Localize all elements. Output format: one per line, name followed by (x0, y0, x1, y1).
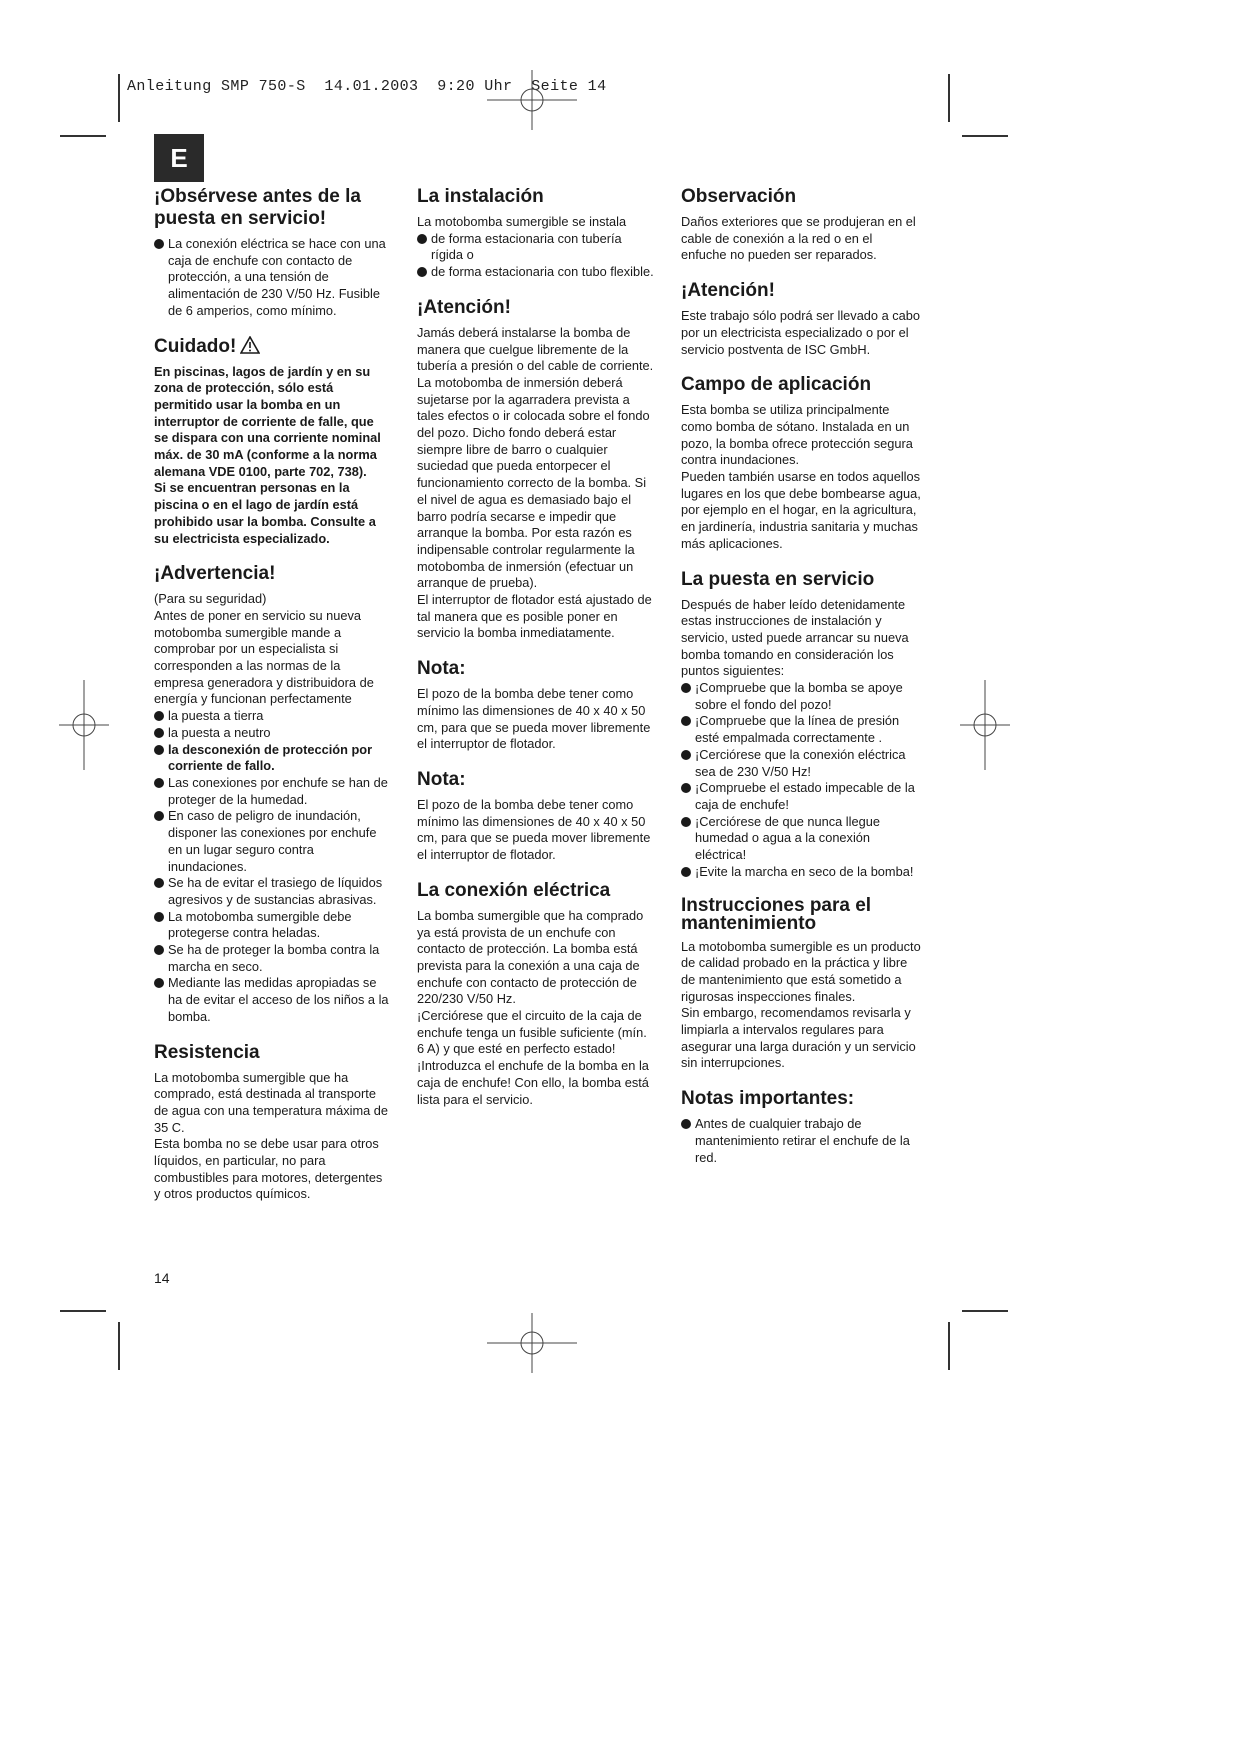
paragraph: La motobomba sumergible que ha comprado, está destinada al transporte de agua con una temperatura máxima de 35 C. (154, 1069, 389, 1135)
paragraph: ¡Cerciórese que el circuito de la caja de enchufe tenga un fusible suficiente (mín. 6 A) y que esté en perfecto estado! (417, 1008, 647, 1057)
registration-mark-icon (960, 680, 1010, 770)
page-number: 14 (154, 1270, 170, 1286)
language-badge: E (154, 134, 204, 182)
list-item-text: Las conexiones por enchufe se han de proteger de la humedad. (168, 774, 388, 807)
bullet-icon (154, 239, 164, 249)
section-important-notes (681, 1088, 921, 1166)
section-maintenance (681, 894, 921, 1073)
warning-triangle-icon (240, 336, 260, 354)
section-title (154, 336, 390, 358)
bullet-icon (154, 945, 164, 955)
list-item-text: ¡Cerciórese que la conexión eléctrica sea de 230 V/50 Hz! (695, 746, 906, 779)
crop-mark (962, 135, 1008, 137)
list-item (154, 875, 390, 908)
paragraph: Antes de poner en servicio su nueva motobomba sumergible mande a comprobar por un especialista si corresponden a las normas de la empresa generadora y distribuidora de energía y funcionan perfectamente (154, 607, 374, 707)
list-item-text: la puesta a tierra (168, 708, 264, 724)
paragraph: Sin embargo, recomendamos revisarla y limpiarla a intervalos regulares para asegurar una larga duración y un servicio sin interrupciones. (681, 1005, 916, 1071)
paragraph: Jamás deberá instalarse la bomba de manera que cuelgue libremente de la tubería a presión o del cable de corriente. La motobomba de inmersión deberá sujetarse por la agarradera prevista a tales efectos o ir colocada sobre el fondo del pozo. Dicho fondo deberá estar siempre libre de barro o cualquier suciedad que pueda entorpecer el funcionamiento correcto de la bomba. Si el nivel de agua es demasiado bajo el barro podría secarse e impedir que arranque la bomba. Por esta razón es indipensable controlar regularmente la motobomba de inmersión (efectuar un arranque de prueba). (417, 324, 654, 591)
column-1 (154, 186, 390, 1219)
bullet-list (417, 231, 657, 281)
section-note (417, 769, 657, 864)
paragraph: El pozo de la bomba debe tener como mínimo las dimensiones de 40 x 40 x 50 cm, para que se pueda mover libremente el interruptor de flotador. (417, 686, 651, 752)
bullet-icon (417, 234, 427, 244)
list-item (154, 725, 390, 742)
section-title: Notas importantes: (681, 1088, 855, 1110)
paragraph: Esta bomba no se debe usar para otros líquidos, en particular, no para combustibles para motores, detergentes y otros productos químicos. (154, 1136, 383, 1202)
section-warning (154, 563, 390, 1025)
registration-mark-icon (59, 680, 109, 770)
registration-mark-icon (487, 70, 577, 130)
list-item-text: ¡Compruebe que la bomba se apoye sobre el fondo del pozo! (695, 680, 903, 712)
section-resistance (154, 1042, 390, 1204)
bullet-icon (681, 683, 691, 693)
section-observation (681, 186, 921, 264)
list-item (154, 909, 390, 942)
list-item-text: ¡Compruebe el estado impecable de la caja de enchufe! (695, 780, 915, 812)
list-item (417, 264, 657, 281)
list-item-text: La conexión eléctrica se hace con una caja de enchufe con contacto de protección, a una tensión de alimentación de 230 V/50 Hz. Fusible de 6 amperios, como mínimo. (168, 236, 386, 318)
crop-mark (948, 74, 950, 122)
bullet-icon (681, 817, 691, 827)
section-electrical-connection (417, 880, 657, 1108)
paragraph: Este trabajo sólo podrá ser llevado a cabo por un electricista especializado o por el servicio postventa de ISC GmbH. (681, 308, 921, 357)
list-item (681, 680, 921, 713)
bullet-icon (681, 716, 691, 726)
list-item (681, 780, 921, 813)
crop-mark (60, 135, 106, 137)
list-item (154, 942, 390, 975)
list-item (417, 231, 657, 264)
paragraph: Después de haber leído detenidamente estas instrucciones de instalación y servicio, usted puede arrancar su nueva bomba tomando en consideración los puntos siguientes: (681, 596, 909, 679)
list-item (681, 864, 921, 881)
paragraph: La bomba sumergible que ha comprado ya está provista de un enchufe con contacto de protección. La bomba está prevista para la conexión a una caja de enchufe con contacto de protección de 220/230 V/50 Hz. (417, 907, 644, 1007)
bullet-list (681, 680, 921, 880)
section-title: Campo de aplicación (681, 374, 872, 396)
list-item-text: Mediante las medidas apropiadas se ha de evitar el acceso de los niños a la bomba. (168, 975, 389, 1024)
paragraph: Esta bomba se utiliza principalmente como bomba de sótano. Instalada en un pozo, la bomba ofrece protección segura contra inundaciones. (681, 402, 913, 468)
section-application-field (681, 374, 921, 552)
paragraph: ¡Introduzca el enchufe de la bomba en la caja de enchufe! Con ello, la bomba está lista para el servicio. (417, 1058, 649, 1107)
registration-mark-icon (487, 1313, 577, 1373)
section-installation (417, 186, 657, 281)
column-2 (417, 186, 657, 1124)
paragraph: El pozo de la bomba debe tener como mínimo las dimensiones de 40 x 40 x 50 cm, para que se pueda mover libremente el interruptor de flotador. (417, 796, 651, 863)
section-title-text: Cuidado! (154, 335, 237, 357)
section-title: Nota: (417, 768, 466, 790)
bullet-icon (154, 711, 164, 721)
section-subtitle: (Para su seguridad) (154, 591, 267, 607)
crop-mark (118, 1322, 120, 1370)
section-title: Observación (681, 186, 797, 207)
list-item (154, 775, 390, 808)
section-title: Resistencia (154, 1041, 260, 1063)
paragraph: La motobomba sumergible se instala (417, 214, 627, 229)
bullet-list (681, 1116, 921, 1166)
bullet-list (154, 708, 390, 1025)
bullet-icon (681, 867, 691, 877)
paragraph: Pueden también usarse en todos aquellos lugares en los que debe bombearse agua, por ejemplo en el hogar, en la agricultura, en jardinería, industria sanitaria y muchas más aplicaciones. (681, 469, 921, 551)
section-startup (681, 569, 921, 881)
list-item-text: La motobomba sumergible debe protegerse contra heladas. (168, 908, 352, 941)
list-item (681, 713, 921, 746)
section-title: ¡Obsérvese antes de la puesta en servicio! (154, 186, 361, 229)
list-item-text: de forma estacionaria con tubería rígida o (431, 230, 622, 263)
bullet-list (154, 236, 390, 320)
list-item (681, 814, 921, 864)
section-title: Instrucciones para el mantenimiento (681, 894, 872, 934)
caution-text: En piscinas, lagos de jardín y en su zona de protección, sólo está permitido usar la bomba en un interruptor de corriente de falle, que se dispara con una corriente nominal máx. de 30 mA (conforme a la norma alemana VDE 0100, parte 702, 738). (154, 363, 381, 479)
section-caution (154, 336, 390, 548)
print-header-line: Anleitung SMP 750-S 14.01.2003 9:20 Uhr Seite 14 (127, 78, 607, 95)
section-title: La instalación (417, 186, 544, 207)
list-item (154, 975, 390, 1025)
bullet-icon (154, 878, 164, 888)
list-item (681, 1116, 921, 1166)
list-item-text: Se ha de proteger la bomba contra la marcha en seco. (168, 942, 380, 974)
section-title: La conexión eléctrica (417, 879, 611, 901)
section-title: La puesta en servicio (681, 568, 875, 590)
bullet-icon (154, 978, 164, 988)
section-title: ¡Advertencia! (154, 563, 276, 585)
section-title: Nota: (417, 658, 466, 680)
section-before-startup (154, 186, 390, 320)
paragraph: El interruptor de flotador está ajustado de tal manera que es posible poner en servicio la bomba inmediatamente. (417, 592, 652, 641)
bullet-icon (154, 745, 164, 755)
paragraph: Daños exteriores que se produjeran en el cable de conexión a la red o en el enfuche no pueden ser reparados. (681, 214, 916, 263)
bullet-icon (681, 1119, 691, 1129)
crop-mark (118, 74, 120, 122)
bullet-icon (154, 912, 164, 922)
list-item-text: la desconexión de protección por corriente de fallo. (168, 741, 373, 774)
paragraph: La motobomba sumergible es un producto de calidad probado en la práctica y libre de mantenimiento que está sometido a rigurosas inspecciones finales. (681, 938, 921, 1004)
list-item-text: Se ha de evitar el trasiego de líquidos agresivos y de sustancias abrasivas. (168, 875, 383, 907)
list-item (154, 708, 390, 725)
section-attention (417, 297, 657, 642)
list-item-text: Antes de cualquier trabajo de mantenimiento retirar el enchufe de la red. (695, 1116, 910, 1165)
list-item (154, 742, 390, 775)
bullet-icon (681, 750, 691, 760)
bullet-icon (154, 778, 164, 788)
bullet-icon (154, 811, 164, 821)
section-note (417, 658, 657, 753)
list-item-text: la puesta a neutro (168, 724, 271, 740)
list-item-text: de forma estacionaria con tubo flexible. (431, 264, 654, 280)
crop-mark (948, 1322, 950, 1370)
section-attention (681, 280, 921, 358)
list-item-text: ¡Compruebe que la línea de presión esté empalmada correctamente . (695, 713, 900, 746)
list-item-text: ¡Evite la marcha en seco de la bomba! (695, 863, 914, 879)
crop-mark (962, 1310, 1008, 1312)
crop-mark (60, 1310, 106, 1312)
section-title: ¡Atención! (417, 296, 511, 318)
list-item (681, 747, 921, 780)
list-item (154, 236, 390, 320)
bullet-icon (681, 783, 691, 793)
section-title: ¡Atención! (681, 280, 775, 302)
list-item (154, 808, 390, 875)
list-item-text: ¡Cerciórese de que nunca llegue humedad o agua a la conexión eléctrica! (695, 813, 880, 863)
list-item-text: En caso de peligro de inundación, disponer las conexiones por enchufe en un lugar seguro contra inundaciones. (168, 808, 377, 874)
bullet-icon (154, 728, 164, 738)
caution-text: Si se encuentran personas en la piscina o en el lago de jardín está prohibido usar la bomba. Consulte a su electricista especializado. (154, 480, 376, 546)
bullet-icon (417, 267, 427, 277)
column-3 (681, 186, 921, 1182)
